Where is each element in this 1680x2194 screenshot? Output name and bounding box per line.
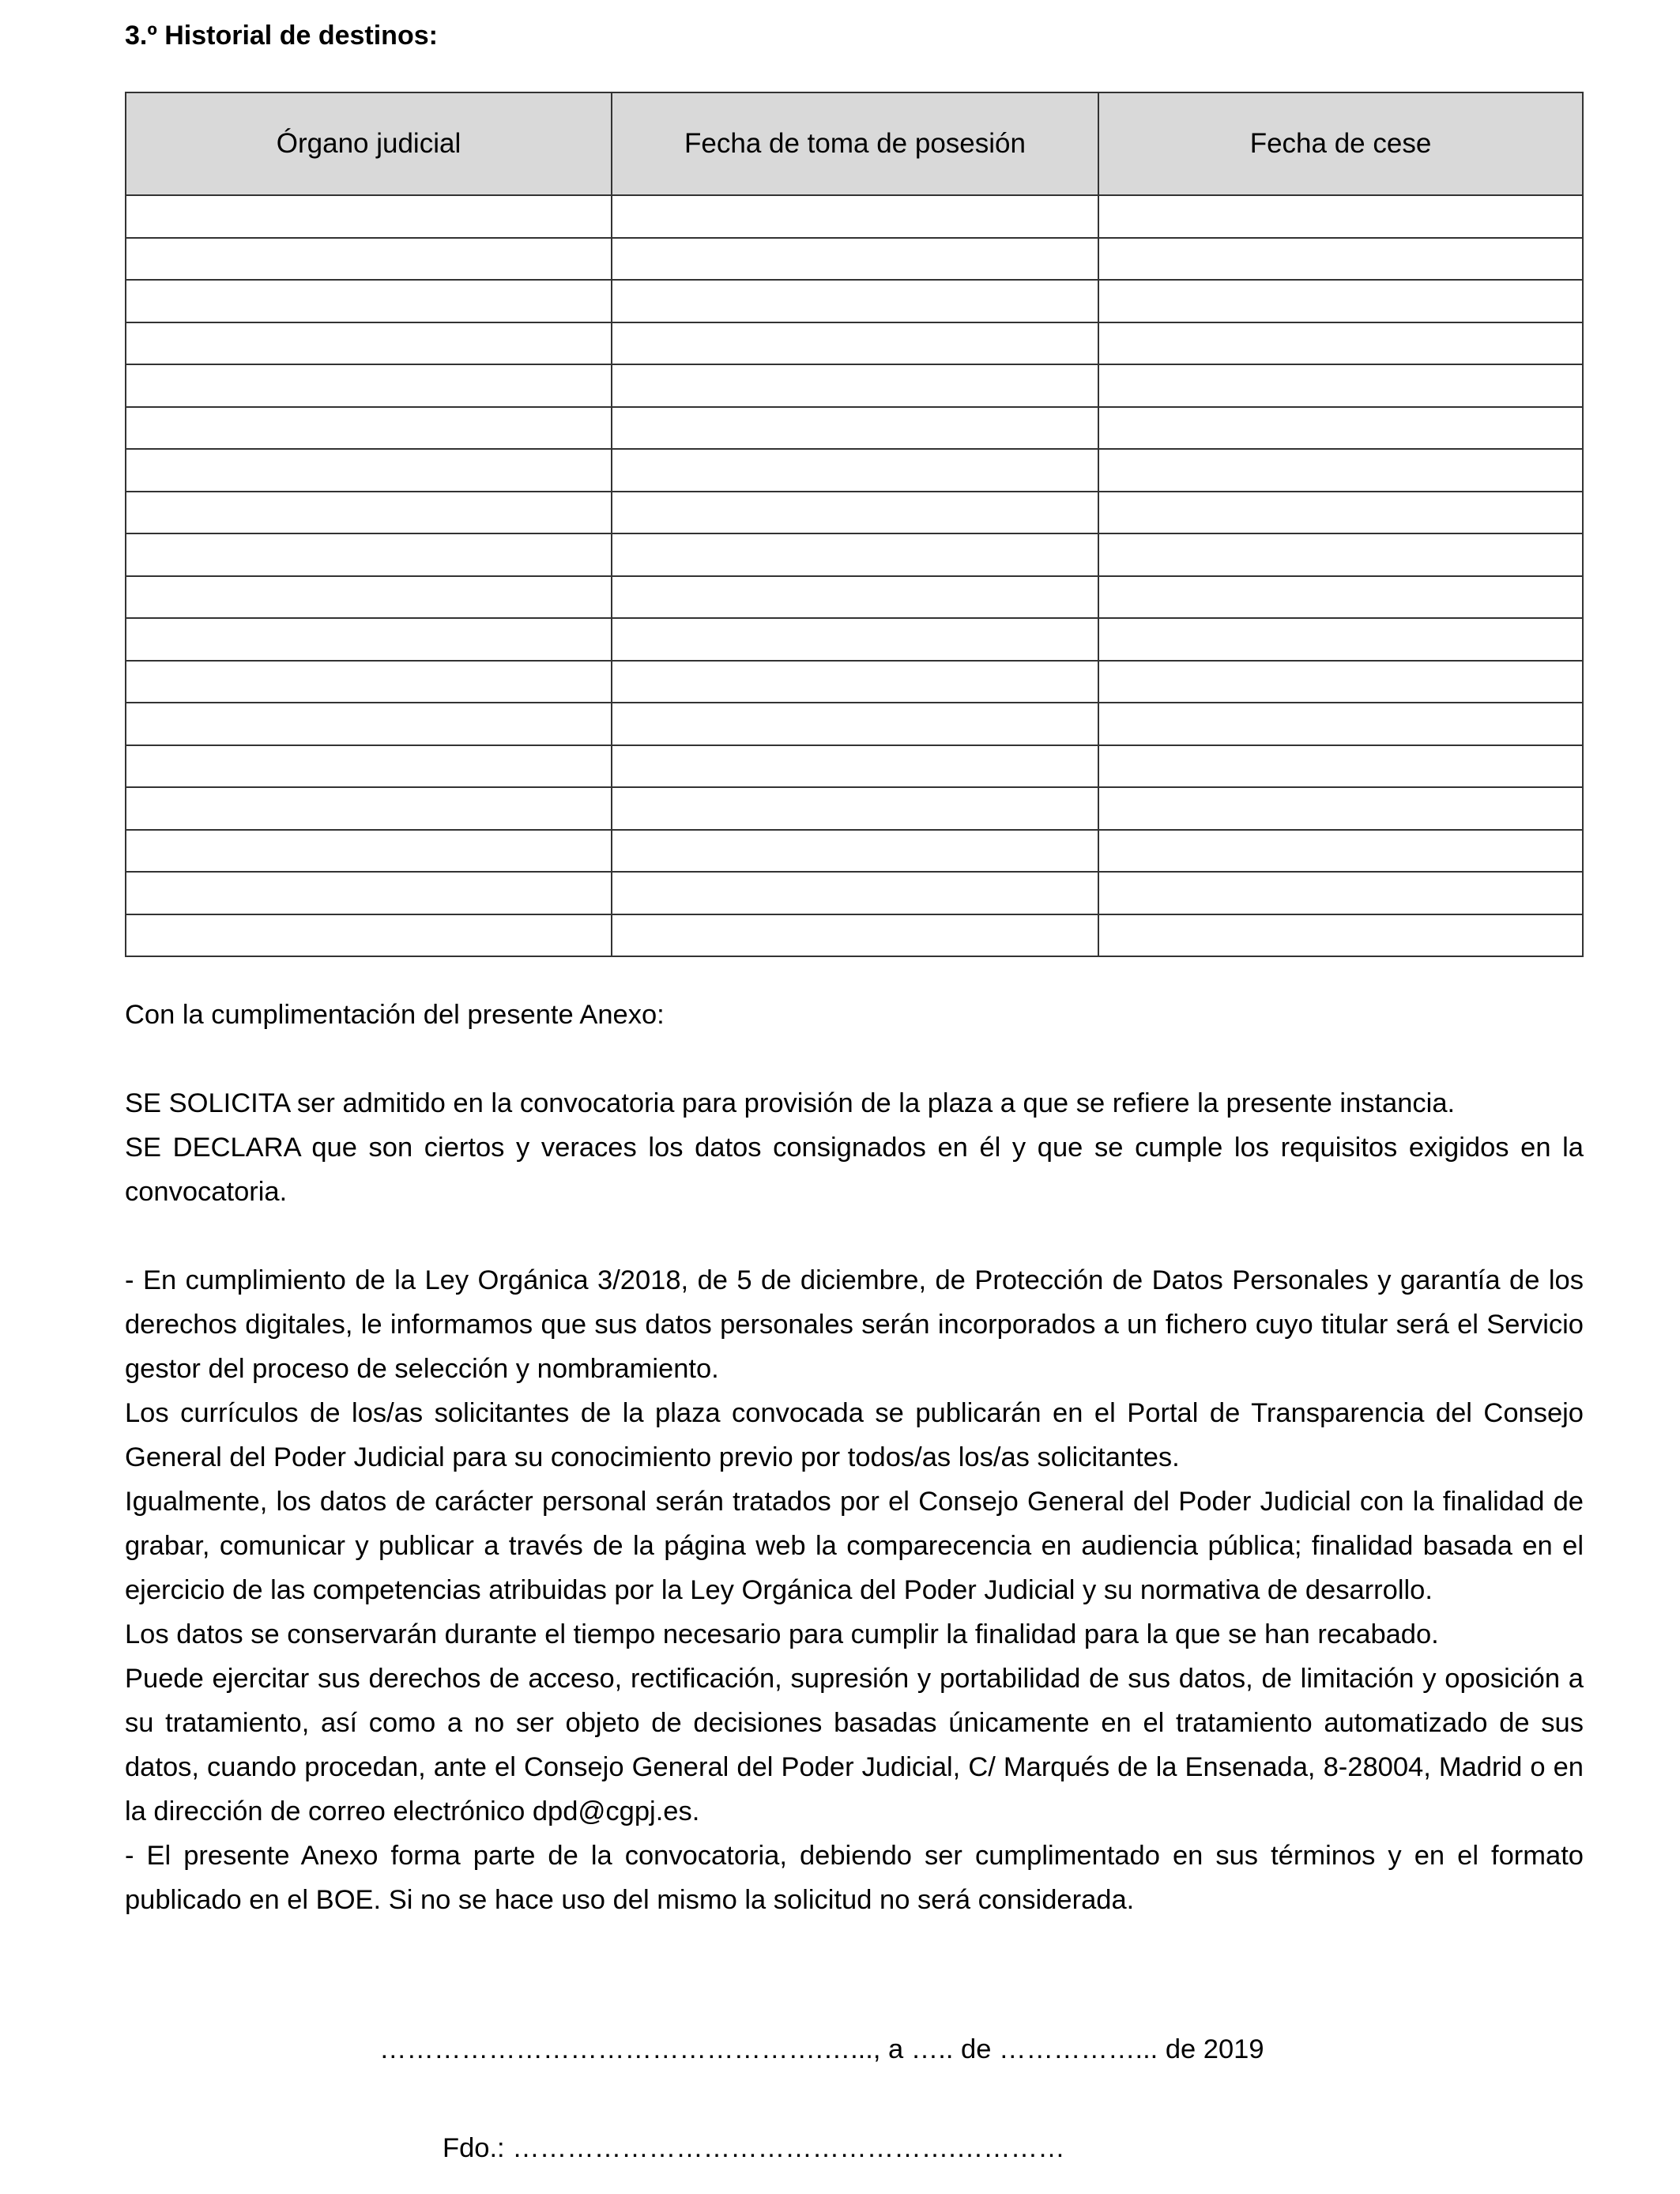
table-row <box>126 703 1583 745</box>
declaration-text <box>125 993 1584 1922</box>
table-row <box>126 492 1583 534</box>
table-row <box>126 322 1583 365</box>
organo-cell <box>126 195 612 238</box>
fecha-cese-cell <box>1098 533 1583 576</box>
signature-line: Fdo.: ………………………………………….………… <box>443 2133 1065 2163</box>
table-row <box>126 661 1583 703</box>
table-row <box>126 533 1583 576</box>
organo-cell <box>126 576 612 619</box>
table-body <box>126 195 1583 956</box>
column-header-organo: Órgano judicial <box>126 92 612 195</box>
organo-cell <box>126 661 612 703</box>
table-row <box>126 195 1583 238</box>
fecha-cese-cell <box>1098 238 1583 281</box>
table-row <box>126 449 1583 492</box>
solicita-paragraph: SE SOLICITA ser admitido en la convocatoria para provisión de la plaza a que se refiere la presente instancia. <box>125 1088 1456 1118</box>
fecha-toma-cell <box>612 872 1098 914</box>
rights-paragraph: Puede ejercitar sus derechos de acceso, rectificación, supresión y portabilidad de sus datos, de limitación y oposición a su tratamiento, así como a no ser objeto de decisiones basadas únicamente en el tratamiento automatizado de sus datos, cuando procedan, ante el Consejo General del Poder Judicial, C/ Marqués de la Ensenada, 8-28004, Madrid o en la dirección de correo electrónico dpd@cgpj.es. <box>125 1664 1584 1826</box>
table-row <box>126 407 1583 450</box>
fecha-toma-cell <box>612 830 1098 873</box>
fecha-cese-cell <box>1098 195 1583 238</box>
column-header-fecha-toma: Fecha de toma de posesión <box>612 92 1098 195</box>
fecha-toma-cell <box>612 787 1098 830</box>
intro-text: Con la cumplimentación del presente Anexo: <box>125 1000 665 1030</box>
organo-cell <box>126 830 612 873</box>
fecha-toma-cell <box>612 533 1098 576</box>
fecha-toma-cell <box>612 703 1098 745</box>
organo-cell <box>126 492 612 534</box>
fecha-cese-cell <box>1098 407 1583 450</box>
section-heading: 3.º Historial de destinos: <box>125 21 438 51</box>
organo-cell <box>126 787 612 830</box>
fecha-cese-cell <box>1098 322 1583 365</box>
fecha-cese-cell <box>1098 618 1583 661</box>
annex-note-paragraph: - El presente Anexo forma parte de la convocatoria, debiendo ser cumplimentado en sus términos y en el formato publicado en el BOE. Si no se hace uso del mismo la solicitud no será considerada. <box>125 1841 1584 1915</box>
table-row <box>126 280 1583 322</box>
fecha-toma-cell <box>612 407 1098 450</box>
fecha-toma-cell <box>612 280 1098 322</box>
table-row <box>126 914 1583 957</box>
fecha-toma-cell <box>612 322 1098 365</box>
table-row <box>126 745 1583 788</box>
organo-cell <box>126 407 612 450</box>
fecha-cese-cell <box>1098 661 1583 703</box>
fecha-cese-cell <box>1098 872 1583 914</box>
table-header-row <box>126 92 1583 195</box>
organo-cell <box>126 238 612 281</box>
declara-paragraph: SE DECLARA que son ciertos y veraces los datos consignados en él y que se cumple los requisitos exigidos en la convocatoria. <box>125 1133 1584 1207</box>
organo-cell <box>126 322 612 365</box>
organo-cell <box>126 364 612 407</box>
fecha-toma-cell <box>612 745 1098 788</box>
table-row <box>126 830 1583 873</box>
table-row <box>126 618 1583 661</box>
data-protection-paragraph: - En cumplimiento de la Ley Orgánica 3/2018, de 5 de diciembre, de Protección de Datos Personales y garantía de los derechos digitales, le informamos que sus datos personales serán incorporados a un fichero cuyo titular será el Servicio gestor del proceso de selección y nombramiento. <box>125 1265 1584 1384</box>
fecha-cese-cell <box>1098 830 1583 873</box>
fecha-cese-cell <box>1098 280 1583 322</box>
data-treatment-paragraph: Igualmente, los datos de carácter personal serán tratados por el Consejo General del Poder Judicial con la finalidad de grabar, comunicar y publicar a través de la página web la comparecencia en audiencia pública; finalidad basada en el ejercicio de las competencias atribuidas por la Ley Orgánica del Poder Judicial y su normativa de desarrollo. <box>125 1487 1584 1605</box>
table-row <box>126 872 1583 914</box>
fecha-toma-cell <box>612 195 1098 238</box>
fecha-cese-cell <box>1098 576 1583 619</box>
table-row <box>126 238 1583 281</box>
retention-paragraph: Los datos se conservarán durante el tiempo necesario para cumplir la finalidad para la que se han recabado. <box>125 1619 1439 1649</box>
curriculos-paragraph: Los currículos de los/as solicitantes de la plaza convocada se publicarán en el Portal de Transparencia del Consejo General del Poder Judicial para su conocimiento previo por todos/as los/as solicitantes. <box>125 1398 1584 1472</box>
organo-cell <box>126 280 612 322</box>
organo-cell <box>126 872 612 914</box>
table-row <box>126 787 1583 830</box>
fecha-toma-cell <box>612 661 1098 703</box>
organo-cell <box>126 703 612 745</box>
place-date-line: ………………………………………….…..., a ….. de ……………... de 2019 <box>379 2034 1264 2064</box>
fecha-cese-cell <box>1098 364 1583 407</box>
organo-cell <box>126 618 612 661</box>
fecha-toma-cell <box>612 238 1098 281</box>
organo-cell <box>126 533 612 576</box>
fecha-toma-cell <box>612 914 1098 957</box>
fecha-cese-cell <box>1098 787 1583 830</box>
organo-cell <box>126 914 612 957</box>
table-row <box>126 576 1583 619</box>
organo-cell <box>126 449 612 492</box>
fecha-cese-cell <box>1098 703 1583 745</box>
fecha-cese-cell <box>1098 745 1583 788</box>
destinations-history-table <box>125 92 1584 957</box>
fecha-toma-cell <box>612 492 1098 534</box>
fecha-toma-cell <box>612 576 1098 619</box>
organo-cell <box>126 745 612 788</box>
fecha-toma-cell <box>612 364 1098 407</box>
fecha-cese-cell <box>1098 449 1583 492</box>
fecha-toma-cell <box>612 449 1098 492</box>
table-row <box>126 364 1583 407</box>
column-header-fecha-cese: Fecha de cese <box>1098 92 1583 195</box>
fecha-toma-cell <box>612 618 1098 661</box>
fecha-cese-cell <box>1098 492 1583 534</box>
fecha-cese-cell <box>1098 914 1583 957</box>
